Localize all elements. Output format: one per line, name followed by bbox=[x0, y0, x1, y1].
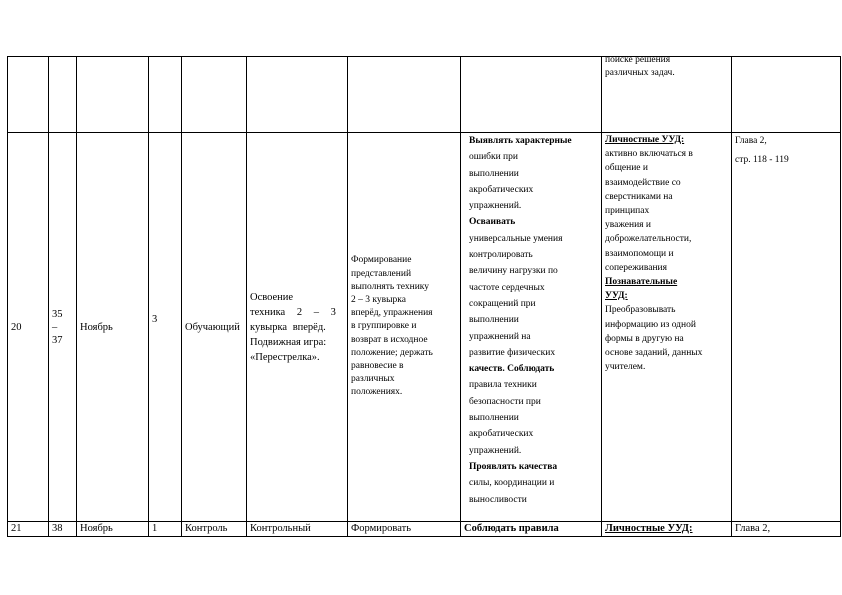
ud-lines bbox=[605, 133, 728, 374]
content-line: равновесие в bbox=[351, 361, 404, 371]
cell-activity bbox=[461, 57, 602, 133]
content-line: положениях. bbox=[351, 387, 403, 398]
topic-line-2: техника 2 – 3 bbox=[250, 306, 336, 318]
cell-ud bbox=[602, 57, 732, 133]
topic-line-4: Подвижная игра: bbox=[250, 336, 327, 348]
activity-line: упражнений. bbox=[469, 445, 522, 456]
cell-topic bbox=[247, 133, 348, 522]
content-line: в группировке и bbox=[351, 321, 417, 332]
cell-activity: Соблюдать правила bbox=[461, 522, 602, 537]
ud-tail-line-1: поиске решения bbox=[605, 56, 671, 65]
hours-dash: – bbox=[52, 321, 58, 333]
ud-line: основе заданий, данных bbox=[605, 348, 703, 359]
content-lines bbox=[351, 254, 457, 399]
content-line: Формирование bbox=[351, 255, 412, 266]
activity-line: развитие физических bbox=[469, 347, 556, 358]
cell-ud bbox=[602, 133, 732, 522]
activity-line: упражнений. bbox=[469, 201, 522, 212]
ud-line: общение и bbox=[605, 163, 648, 174]
topic-line-5: «Перестрелка». bbox=[250, 351, 320, 363]
activity-line: контролировать bbox=[469, 250, 533, 261]
hours-start: 35 bbox=[52, 308, 63, 320]
ud-line: формы в другую на bbox=[605, 333, 684, 344]
cell-activity bbox=[461, 133, 602, 522]
content-line: положение; держать bbox=[351, 347, 433, 358]
cell-topic bbox=[247, 57, 348, 133]
cell-num bbox=[8, 57, 49, 133]
cell-ref bbox=[732, 57, 841, 133]
ud-line: Преобразовывать bbox=[605, 305, 676, 316]
ud-line: уважения и bbox=[605, 220, 651, 231]
table-row-lesson-21 bbox=[8, 522, 841, 537]
activity-line: сокращений при bbox=[469, 298, 536, 309]
ud-line: сопереживания bbox=[605, 262, 667, 273]
cell-content bbox=[348, 57, 461, 133]
cell-hours: 38 bbox=[49, 522, 77, 537]
ud-line: взаимодействие со bbox=[605, 177, 681, 188]
cell-ud: Личностные УУД: bbox=[602, 522, 732, 537]
ud-line: принципах bbox=[605, 206, 650, 217]
content-line: различных bbox=[351, 374, 395, 385]
cell-type: Контроль bbox=[182, 522, 247, 537]
ud-line: информацию из одной bbox=[605, 319, 696, 330]
ud-heading: УУД: bbox=[605, 291, 628, 302]
activity-line: величину нагрузки по bbox=[469, 266, 558, 277]
cell-month bbox=[77, 57, 149, 133]
activity-line: выполнении bbox=[469, 168, 519, 179]
hours-end: 37 bbox=[52, 334, 63, 346]
count-value: 3 bbox=[152, 314, 158, 325]
activity-line: ошибки при bbox=[469, 152, 518, 163]
cell-topic: Контрольный bbox=[247, 522, 348, 537]
activity-line: качеств. Соблюдать bbox=[469, 364, 555, 375]
activity-line: Проявлять качества bbox=[469, 461, 558, 472]
cell-hours bbox=[49, 57, 77, 133]
cell-ref bbox=[732, 133, 841, 522]
activity-line: выполнении bbox=[469, 315, 519, 326]
ud-tail-line-2: различных задач. bbox=[605, 68, 675, 79]
activity-line: правила техники bbox=[469, 380, 537, 391]
topic-line-3: кувырка вперёд. bbox=[250, 321, 326, 333]
cell-type bbox=[182, 57, 247, 133]
ud-heading: Личностные УУД: bbox=[605, 135, 685, 145]
cell-num: 20 bbox=[8, 133, 49, 522]
activity-line: безопасности при bbox=[469, 396, 541, 407]
table-row-continued bbox=[8, 57, 841, 133]
content-line: 2 – 3 кувырка bbox=[351, 294, 406, 305]
activity-line: упражнений на bbox=[469, 331, 531, 342]
ud-heading: Познавательные bbox=[605, 277, 678, 288]
ref-line-1: Глава 2, bbox=[735, 136, 767, 146]
cell-month: Ноябрь bbox=[77, 522, 149, 537]
cell-count bbox=[149, 57, 182, 133]
table-row-lesson-20 bbox=[8, 133, 841, 522]
content-line: представлений bbox=[351, 268, 412, 279]
activity-line: Осваивать bbox=[469, 217, 516, 228]
activity-line: частоте сердечных bbox=[469, 282, 545, 293]
ud-line: учителем. bbox=[605, 362, 646, 373]
activity-line: силы, координации и bbox=[469, 478, 555, 489]
activity-line: акробатических bbox=[469, 429, 534, 440]
ud-line: активно включаться в bbox=[605, 149, 693, 160]
lesson-plan-table bbox=[7, 56, 841, 537]
topic-line-1: Освоение bbox=[250, 291, 294, 303]
ud-line: сверстниками на bbox=[605, 191, 673, 202]
cell-count: 1 bbox=[149, 522, 182, 537]
content-line: вперёд, упражнения bbox=[351, 308, 433, 319]
content-line: возврат в исходное bbox=[351, 334, 428, 345]
activity-lines bbox=[469, 133, 598, 508]
cell-type: Обучающий bbox=[182, 133, 247, 522]
cell-count bbox=[149, 133, 182, 522]
cell-month: Ноябрь bbox=[77, 133, 149, 522]
activity-line: выносливости bbox=[469, 494, 527, 505]
content-line: выполнять технику bbox=[351, 281, 430, 292]
ud-line: доброжелательности, bbox=[605, 234, 692, 245]
activity-line: акробатических bbox=[469, 184, 534, 195]
ud-line: взаимопомощи и bbox=[605, 248, 674, 259]
cell-ref: Глава 2, bbox=[732, 522, 841, 537]
cell-num: 21 bbox=[8, 522, 49, 537]
cell-hours bbox=[49, 133, 77, 522]
activity-line: Выявлять характерные bbox=[469, 136, 572, 146]
cell-content bbox=[348, 133, 461, 522]
activity-line: выполнении bbox=[469, 413, 519, 424]
cell-content: Формировать bbox=[348, 522, 461, 537]
activity-line: универсальные умения bbox=[469, 233, 563, 244]
ref-line-2: стр. 118 - 119 bbox=[735, 155, 789, 166]
